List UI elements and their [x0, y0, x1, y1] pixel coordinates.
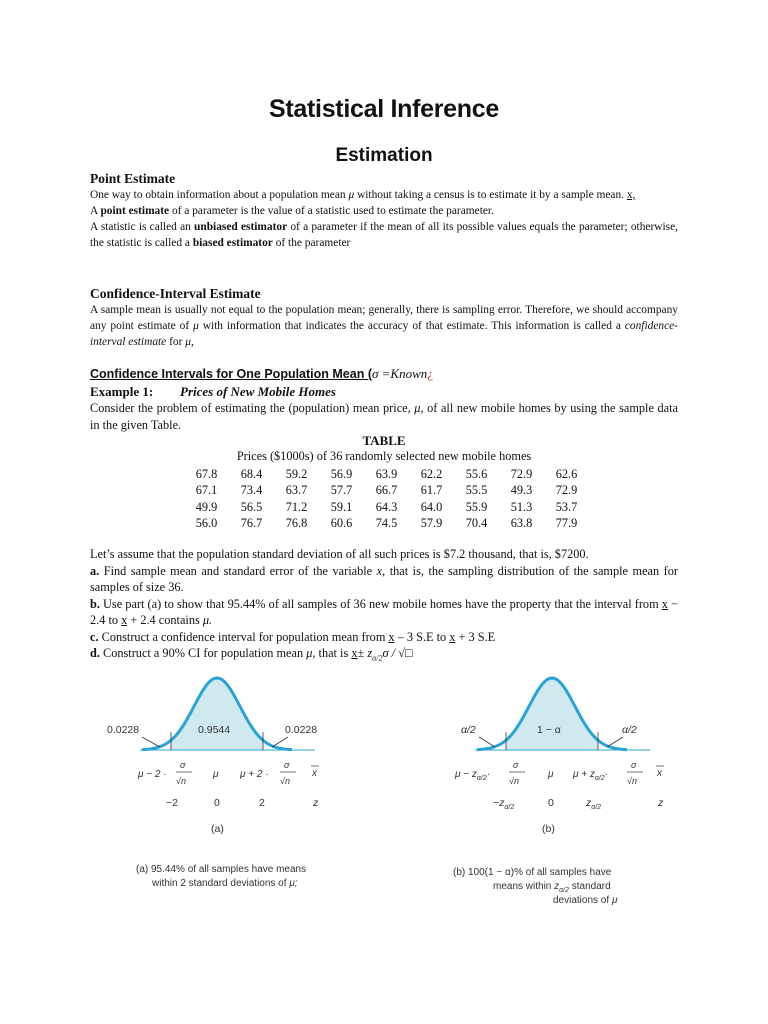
table-title: TABLE — [362, 433, 406, 448]
ci-known-heading: Confidence Intervals for One Population Mean (σ =Known¿ — [90, 366, 434, 381]
table-cell: 55.5 — [465, 483, 488, 498]
table-cell: 49.3 — [510, 483, 533, 498]
figure-a-right-arrow — [272, 737, 288, 747]
table-cell: 73.4 — [240, 483, 263, 498]
figure-b-z-mid: 0 — [548, 797, 554, 809]
table-cell: 76.7 — [240, 516, 263, 531]
figure-b-left-sigma: σ — [513, 760, 519, 770]
table-cell: 55.9 — [465, 499, 488, 514]
figure-b-left-tail-label: α/2 — [461, 724, 476, 736]
figure-b-right-bound: $\mu + z_{\alpha/2}\cdot$ — [573, 769, 609, 782]
table-cell: 72.9 — [510, 466, 533, 481]
table-cell: 57.9 — [420, 516, 443, 531]
figure-b-z-axis: z — [658, 797, 664, 809]
table-cell: 64.0 — [420, 499, 443, 514]
figure-a-xbar-label: x — [312, 768, 317, 779]
point-estimate-definition: A point estimate of a parameter is the value of a statistic used to estimate the parameter. — [90, 205, 494, 217]
figure-b — [453, 678, 664, 906]
table-cell: 59.2 — [285, 466, 308, 481]
table-cell: 62.6 — [555, 466, 578, 481]
table-row — [184, 483, 589, 500]
table-cell: 57.7 — [330, 483, 353, 498]
page-title: Statistical Inference — [269, 95, 499, 123]
table-cell: 62.2 — [420, 466, 443, 481]
figure-b-z-left: $-z_{\alpha/2}$ — [493, 797, 515, 811]
figure-b-center-area — [506, 678, 598, 750]
table-caption: Prices ($1000s) of 36 randomly selected new mobile homes — [236, 449, 532, 463]
figure-b-right-sqrtn: √n — [627, 776, 637, 786]
figure-b-left-arrow — [479, 737, 495, 747]
figure-a-caption-line-1: (a) 95.44% of all samples have means — [136, 864, 307, 875]
prices-table — [184, 466, 589, 532]
figure-b-left-sqrtn: √n — [509, 776, 519, 786]
figure-b-panel-label: (b) — [542, 823, 555, 835]
question-a: a. Find sample mean and standard error of the variable x, that is, the sampling distribution of the sample mean for samples of size 36. — [90, 563, 678, 594]
table-row — [184, 466, 589, 483]
table-cell: 71.2 — [285, 499, 308, 514]
point-estimate-paragraph-1: One way to obtain information about a population mean μ without taking a census is to estimate it by a sample mean. x, — [90, 189, 636, 201]
ci-estimate-paragraph: A sample mean is usually not equal to the population mean; generally, there is sampling error. Therefore, we should accompany any point estimate of μ with information that indicates the accuracy of that estimate. This information is called a confidence-interval estimate for μ, — [90, 304, 678, 348]
table-cell: 63.9 — [375, 466, 398, 481]
ci-estimate-heading: Confidence-Interval Estimate — [90, 286, 261, 301]
table-cell: 61.7 — [420, 483, 443, 498]
table-row — [184, 499, 589, 516]
point-estimate-section — [90, 170, 678, 251]
figure-b-z-right: $z_{\alpha/2}$ — [586, 797, 602, 811]
example-heading: Example 1: Prices of New Mobile Homes — [90, 384, 336, 399]
question-d: d. Construct a 90% CI for population mean μ, that is $x\pm z_{\alpha/2}\sigma$ / √□ — [90, 646, 413, 663]
table-cell: 63.8 — [510, 516, 533, 531]
table-cell: 68.4 — [240, 466, 263, 481]
table-cell: 72.9 — [555, 483, 578, 498]
figure-a-right-bound: μ + 2 · — [240, 769, 269, 780]
figure-a-caption-line-2: within 2 standard deviations of μ; — [152, 878, 298, 889]
example-section — [90, 365, 678, 532]
table-row — [184, 516, 589, 533]
figure-a-left-tail-label: 0.0228 — [107, 724, 140, 736]
table-cell: 59.1 — [330, 499, 353, 514]
question-b: b. Use part (a) to show that 95.44% of all samples of 36 new mobile homes have the property that the interval from x − 2.4 to x + 2.4 contains μ. — [90, 596, 678, 627]
questions-section — [90, 546, 678, 667]
figure-a-panel-label: (a) — [211, 823, 224, 835]
assumption-text: Let’s assume that the population standard deviation of all such prices is $7.2 thousand, that is, $7200. — [90, 547, 589, 561]
figure-a-left-bound: μ − 2 · — [138, 769, 167, 780]
table-cell: 66.7 — [375, 483, 398, 498]
estimator-definition: A statistic is called an unbiased estimator of a parameter if the mean of all its possible values equals the parameter; otherwise, the statistic is called a biased estimator of the parameter — [90, 221, 678, 249]
figure-b-right-arrow — [607, 737, 623, 747]
figure-b-right-tail-label: α/2 — [622, 724, 637, 736]
table-cell: 63.7 — [285, 483, 308, 498]
figure-b-caption-line-1: (b) 100(1 − α)% of all samples have — [453, 867, 612, 878]
table-cell: 60.6 — [330, 516, 353, 531]
figure-a-mu-label: μ — [213, 769, 219, 780]
table-cell: 76.8 — [285, 516, 308, 531]
point-estimate-heading: Point Estimate — [90, 171, 176, 186]
figure-b-left-bound: $\mu - z_{\alpha/2}\cdot$ — [455, 769, 491, 782]
figure-a-z-right: 2 — [259, 797, 265, 809]
figure-a-center-label: 0.9544 — [198, 724, 231, 736]
figure-b-right-sigma: σ — [631, 760, 637, 770]
table-cell: 51.3 — [510, 499, 533, 514]
figure-a-left-arrow — [142, 737, 160, 747]
figure-a-left-sigma: σ — [180, 760, 186, 770]
figure-b-caption-line-2: means within $z_{\alpha/2}$ standard — [493, 881, 611, 894]
figure-a-center-area — [171, 678, 263, 750]
figure-b-xbar-label: x — [657, 768, 662, 779]
figure-b-center-label: 1 − α — [537, 724, 561, 736]
table-cell: 56.5 — [240, 499, 263, 514]
figure-a-z-axis: z — [313, 797, 319, 809]
ci-estimate-section — [90, 285, 678, 350]
figure-a-right-sigma: σ — [284, 760, 290, 770]
table-cell: 56.9 — [330, 466, 353, 481]
table-cell: 55.6 — [465, 466, 488, 481]
figure-a — [107, 678, 319, 889]
table-cell: 67.1 — [195, 483, 218, 498]
figure-b-mu-label: μ — [548, 769, 554, 780]
normal-curve-figures — [100, 670, 680, 920]
table-cell: 49.9 — [195, 499, 218, 514]
table-cell: 53.7 — [555, 499, 578, 514]
question-c: c. Construct a confidence interval for population mean from x – 3 S.E to x + 3 S.E — [90, 629, 496, 644]
figure-a-z-left: −2 — [166, 797, 178, 809]
table-cell: 56.0 — [195, 516, 218, 531]
figure-b-caption-line-3: deviations of μ — [553, 895, 618, 906]
figure-a-right-tail-label: 0.0228 — [285, 724, 318, 736]
table-cell: 77.9 — [555, 516, 578, 531]
table-cell: 64.3 — [375, 499, 398, 514]
table-cell: 70.4 — [465, 516, 488, 531]
page-subtitle: Estimation — [335, 145, 433, 166]
figure-a-z-mid: 0 — [214, 797, 220, 809]
figure-a-left-sqrtn: √n — [176, 776, 186, 786]
table-cell: 74.5 — [375, 516, 398, 531]
table-cell: 67.8 — [195, 466, 218, 481]
example-paragraph: Consider the problem of estimating the (population) mean price, μ, of all new mobile homes by using the sample data in the given Table. — [90, 401, 678, 432]
figure-a-right-sqrtn: √n — [280, 776, 290, 786]
